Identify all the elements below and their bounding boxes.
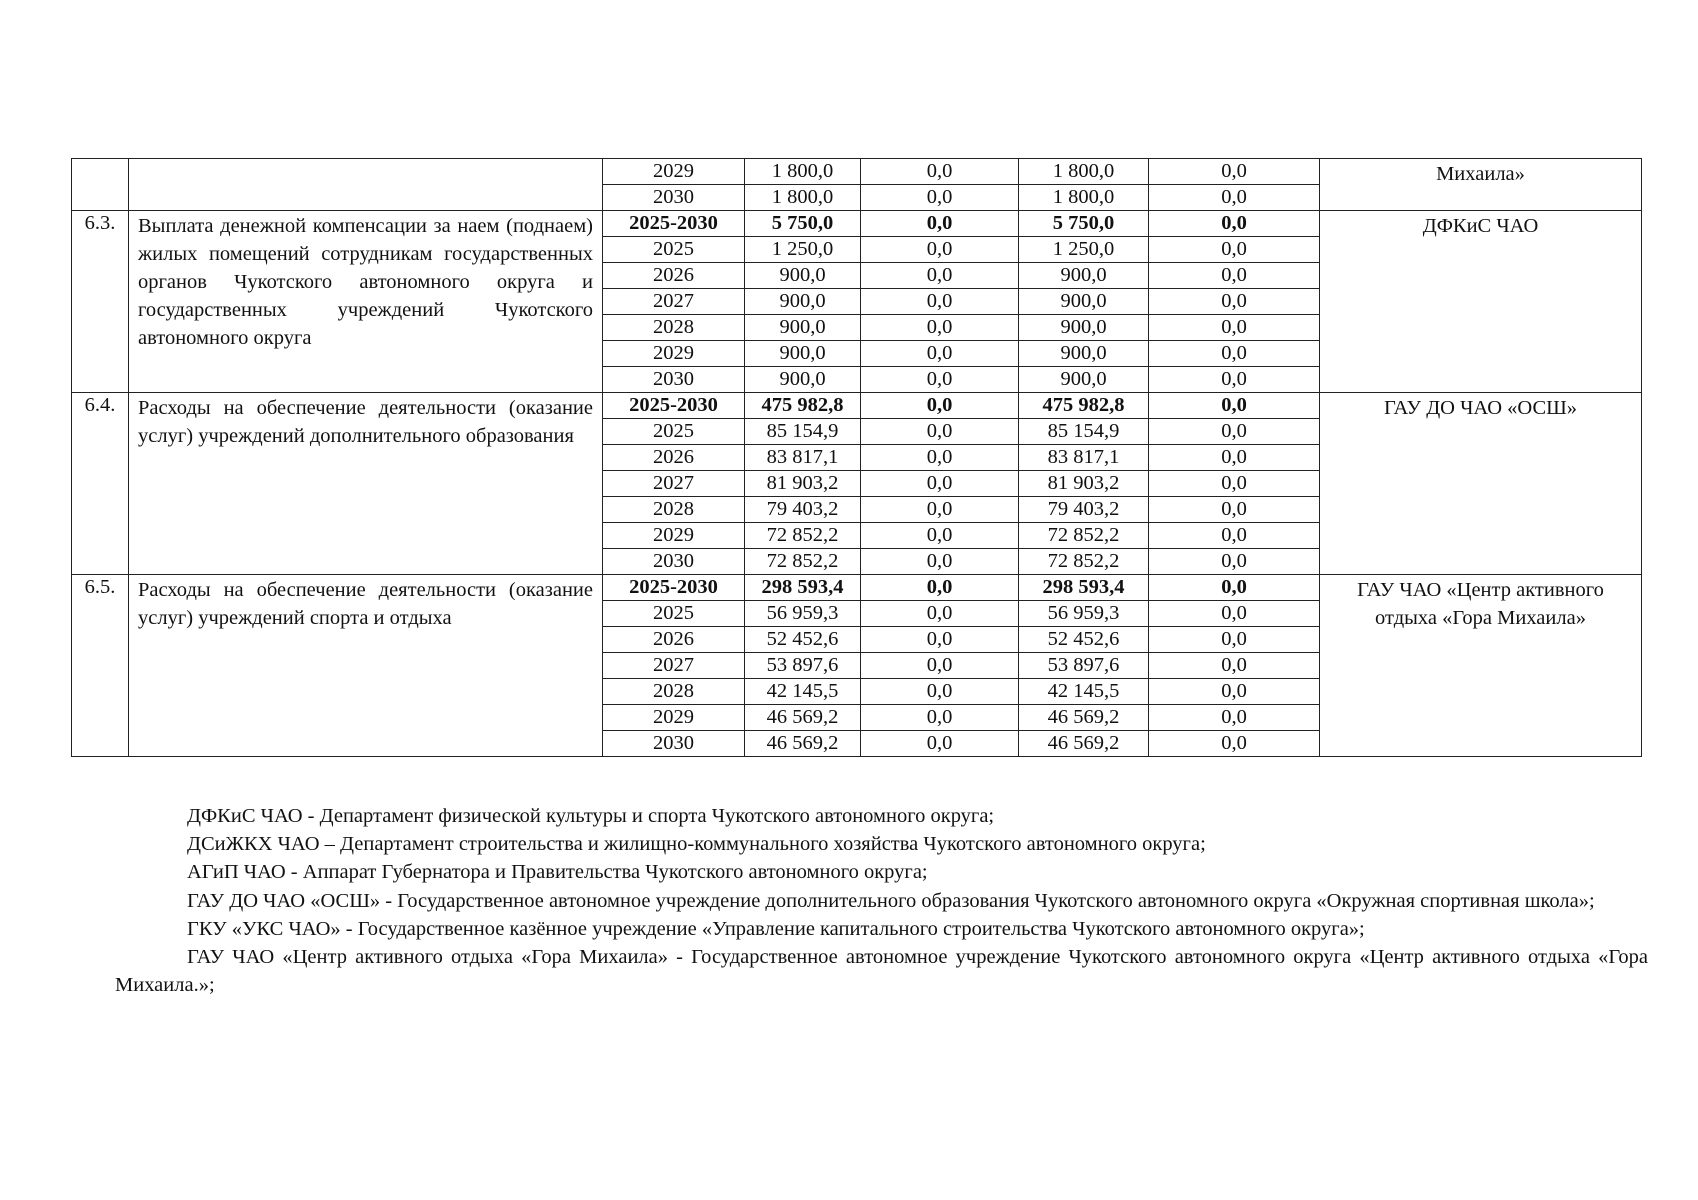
- table-row: [72, 159, 1642, 185]
- amount-cell: 0,0: [1149, 627, 1320, 653]
- total-amount-cell: 900,0: [745, 289, 861, 315]
- amount-cell: 0,0: [861, 523, 1019, 549]
- amount-cell: 0,0: [1149, 159, 1320, 185]
- amount-cell: 46 569,2: [1019, 731, 1149, 757]
- amount-cell: 5 750,0: [1019, 211, 1149, 237]
- total-amount-cell: 72 852,2: [745, 523, 861, 549]
- amount-cell: 0,0: [861, 315, 1019, 341]
- year-cell: 2030: [603, 185, 745, 211]
- amount-cell: 0,0: [861, 549, 1019, 575]
- amount-cell: 0,0: [861, 185, 1019, 211]
- amount-cell: 0,0: [1149, 497, 1320, 523]
- section-description: Выплата денежной компенсации за наем (поднаем) жилых помещений сотрудникам государственных органов Чукотского автономного округа и государственных учреждений Чукотского автономного округа: [129, 211, 603, 393]
- year-cell: 2025: [603, 237, 745, 263]
- amount-cell: 0,0: [861, 653, 1019, 679]
- total-amount-cell: 900,0: [745, 341, 861, 367]
- total-amount-cell: 1 800,0: [745, 185, 861, 211]
- executor-cell: ДФКиС ЧАО: [1320, 211, 1642, 393]
- amount-cell: 0,0: [1149, 471, 1320, 497]
- total-amount-cell: 85 154,9: [745, 419, 861, 445]
- amount-cell: 0,0: [1149, 653, 1320, 679]
- note-paragraph: ДСиЖКХ ЧАО – Департамент строительства и жилищно-коммунального хозяйства Чукотского автономного округа;: [187, 833, 1206, 856]
- amount-cell: 900,0: [1019, 315, 1149, 341]
- total-amount-cell: 46 569,2: [745, 731, 861, 757]
- amount-cell: 0,0: [1149, 731, 1320, 757]
- total-amount-cell: 900,0: [745, 315, 861, 341]
- amount-cell: 0,0: [861, 497, 1019, 523]
- amount-cell: 0,0: [1149, 393, 1320, 419]
- section-number: 6.5.: [72, 575, 129, 757]
- amount-cell: 0,0: [861, 445, 1019, 471]
- amount-cell: 0,0: [1149, 679, 1320, 705]
- note-paragraph: ДФКиС ЧАО - Департамент физической культуры и спорта Чукотского автономного округа;: [187, 805, 995, 827]
- section-number-cell: [72, 159, 129, 211]
- amount-cell: 0,0: [1149, 549, 1320, 575]
- year-cell: 2027: [603, 653, 745, 679]
- amount-cell: 85 154,9: [1019, 419, 1149, 445]
- amount-cell: 475 982,8: [1019, 393, 1149, 419]
- year-cell: 2025: [603, 601, 745, 627]
- section-description: Расходы на обеспечение деятельности (оказание услуг) учреждений спорта и отдыха: [129, 575, 603, 757]
- amount-cell: 900,0: [1019, 289, 1149, 315]
- amount-cell: 0,0: [1149, 445, 1320, 471]
- note-paragraph: ГАУ ЧАО «Центр активного отдыха «Гора Михаила» - Государственное автономное учреждение Чукотского автономного округа «Центр активного отдыха «Гора Михаила.»;: [115, 946, 1648, 997]
- abbreviations-notes: [115, 802, 1648, 999]
- amount-cell: 298 593,4: [1019, 575, 1149, 601]
- total-amount-cell: 900,0: [745, 263, 861, 289]
- amount-cell: 72 852,2: [1019, 523, 1149, 549]
- year-cell: 2029: [603, 159, 745, 185]
- amount-cell: 0,0: [1149, 263, 1320, 289]
- year-cell: 2029: [603, 523, 745, 549]
- amount-cell: 900,0: [1019, 367, 1149, 393]
- amount-cell: 0,0: [1149, 601, 1320, 627]
- year-cell: 2027: [603, 471, 745, 497]
- amount-cell: 0,0: [1149, 575, 1320, 601]
- amount-cell: 81 903,2: [1019, 471, 1149, 497]
- section-total-row: [72, 211, 1642, 237]
- section-total-row: [72, 393, 1642, 419]
- amount-cell: 1 800,0: [1019, 185, 1149, 211]
- total-amount-cell: 52 452,6: [745, 627, 861, 653]
- year-cell: 2025-2030: [603, 211, 745, 237]
- budget-table: [71, 158, 1642, 757]
- amount-cell: 0,0: [861, 289, 1019, 315]
- amount-cell: 83 817,1: [1019, 445, 1149, 471]
- amount-cell: 0,0: [861, 575, 1019, 601]
- section-number: 6.3.: [72, 211, 129, 393]
- year-cell: 2030: [603, 731, 745, 757]
- executor-cell: Михаила»: [1320, 159, 1642, 211]
- amount-cell: 72 852,2: [1019, 549, 1149, 575]
- total-amount-cell: 42 145,5: [745, 679, 861, 705]
- year-cell: 2025-2030: [603, 575, 745, 601]
- total-amount-cell: 53 897,6: [745, 653, 861, 679]
- amount-cell: 0,0: [1149, 523, 1320, 549]
- amount-cell: 0,0: [861, 419, 1019, 445]
- executor-cell: ГАУ ДО ЧАО «ОСШ»: [1320, 393, 1642, 575]
- total-amount-cell: 475 982,8: [745, 393, 861, 419]
- year-cell: 2030: [603, 367, 745, 393]
- amount-cell: 900,0: [1019, 341, 1149, 367]
- amount-cell: 0,0: [861, 393, 1019, 419]
- amount-cell: 0,0: [861, 705, 1019, 731]
- amount-cell: 0,0: [1149, 341, 1320, 367]
- amount-cell: 0,0: [861, 679, 1019, 705]
- amount-cell: 900,0: [1019, 263, 1149, 289]
- year-cell: 2026: [603, 445, 745, 471]
- year-cell: 2029: [603, 341, 745, 367]
- amount-cell: 0,0: [861, 731, 1019, 757]
- total-amount-cell: 46 569,2: [745, 705, 861, 731]
- year-cell: 2029: [603, 705, 745, 731]
- amount-cell: 56 959,3: [1019, 601, 1149, 627]
- executor-cell: ГАУ ЧАО «Центр активного отдыха «Гора Михаила»: [1320, 575, 1642, 757]
- amount-cell: 0,0: [1149, 237, 1320, 263]
- amount-cell: 0,0: [861, 237, 1019, 263]
- amount-cell: 1 800,0: [1019, 159, 1149, 185]
- section-description: Расходы на обеспечение деятельности (оказание услуг) учреждений дополнительного образования: [129, 393, 603, 575]
- total-amount-cell: 1 800,0: [745, 159, 861, 185]
- total-amount-cell: 72 852,2: [745, 549, 861, 575]
- amount-cell: 0,0: [861, 211, 1019, 237]
- amount-cell: 0,0: [861, 601, 1019, 627]
- year-cell: 2030: [603, 549, 745, 575]
- amount-cell: 0,0: [1149, 211, 1320, 237]
- total-amount-cell: 1 250,0: [745, 237, 861, 263]
- year-cell: 2025-2030: [603, 393, 745, 419]
- section-description-cell: [129, 159, 603, 211]
- year-cell: 2026: [603, 263, 745, 289]
- note-paragraph: ГАУ ДО ЧАО «ОСШ» - Государственное автономное учреждение дополнительного образования Чукотского автономного округа «Окружная спортивная школа»;: [187, 889, 1595, 912]
- section-total-row: [72, 575, 1642, 601]
- amount-cell: 46 569,2: [1019, 705, 1149, 731]
- amount-cell: 0,0: [861, 471, 1019, 497]
- note-paragraph: ГКУ «УКС ЧАО» - Государственное казённое учреждение «Управление капитального строительства Чукотского автономного округа»;: [187, 917, 1365, 940]
- year-cell: 2025: [603, 419, 745, 445]
- amount-cell: 0,0: [1149, 419, 1320, 445]
- year-cell: 2028: [603, 679, 745, 705]
- amount-cell: 79 403,2: [1019, 497, 1149, 523]
- amount-cell: 0,0: [1149, 185, 1320, 211]
- amount-cell: 1 250,0: [1019, 237, 1149, 263]
- amount-cell: 0,0: [1149, 315, 1320, 341]
- section-number: 6.4.: [72, 393, 129, 575]
- amount-cell: 0,0: [861, 341, 1019, 367]
- amount-cell: 0,0: [1149, 705, 1320, 731]
- amount-cell: 0,0: [861, 263, 1019, 289]
- total-amount-cell: 298 593,4: [745, 575, 861, 601]
- year-cell: 2028: [603, 315, 745, 341]
- total-amount-cell: 79 403,2: [745, 497, 861, 523]
- amount-cell: 53 897,6: [1019, 653, 1149, 679]
- amount-cell: 0,0: [861, 367, 1019, 393]
- amount-cell: 0,0: [1149, 367, 1320, 393]
- note-paragraph: АГиП ЧАО - Аппарат Губернатора и Правительства Чукотского автономного округа;: [187, 861, 928, 884]
- year-cell: 2028: [603, 497, 745, 523]
- amount-cell: 0,0: [1149, 289, 1320, 315]
- total-amount-cell: 900,0: [745, 367, 861, 393]
- total-amount-cell: 56 959,3: [745, 601, 861, 627]
- amount-cell: 42 145,5: [1019, 679, 1149, 705]
- amount-cell: 0,0: [861, 159, 1019, 185]
- year-cell: 2026: [603, 627, 745, 653]
- total-amount-cell: 5 750,0: [745, 211, 861, 237]
- total-amount-cell: 81 903,2: [745, 471, 861, 497]
- total-amount-cell: 83 817,1: [745, 445, 861, 471]
- amount-cell: 0,0: [861, 627, 1019, 653]
- amount-cell: 52 452,6: [1019, 627, 1149, 653]
- year-cell: 2027: [603, 289, 745, 315]
